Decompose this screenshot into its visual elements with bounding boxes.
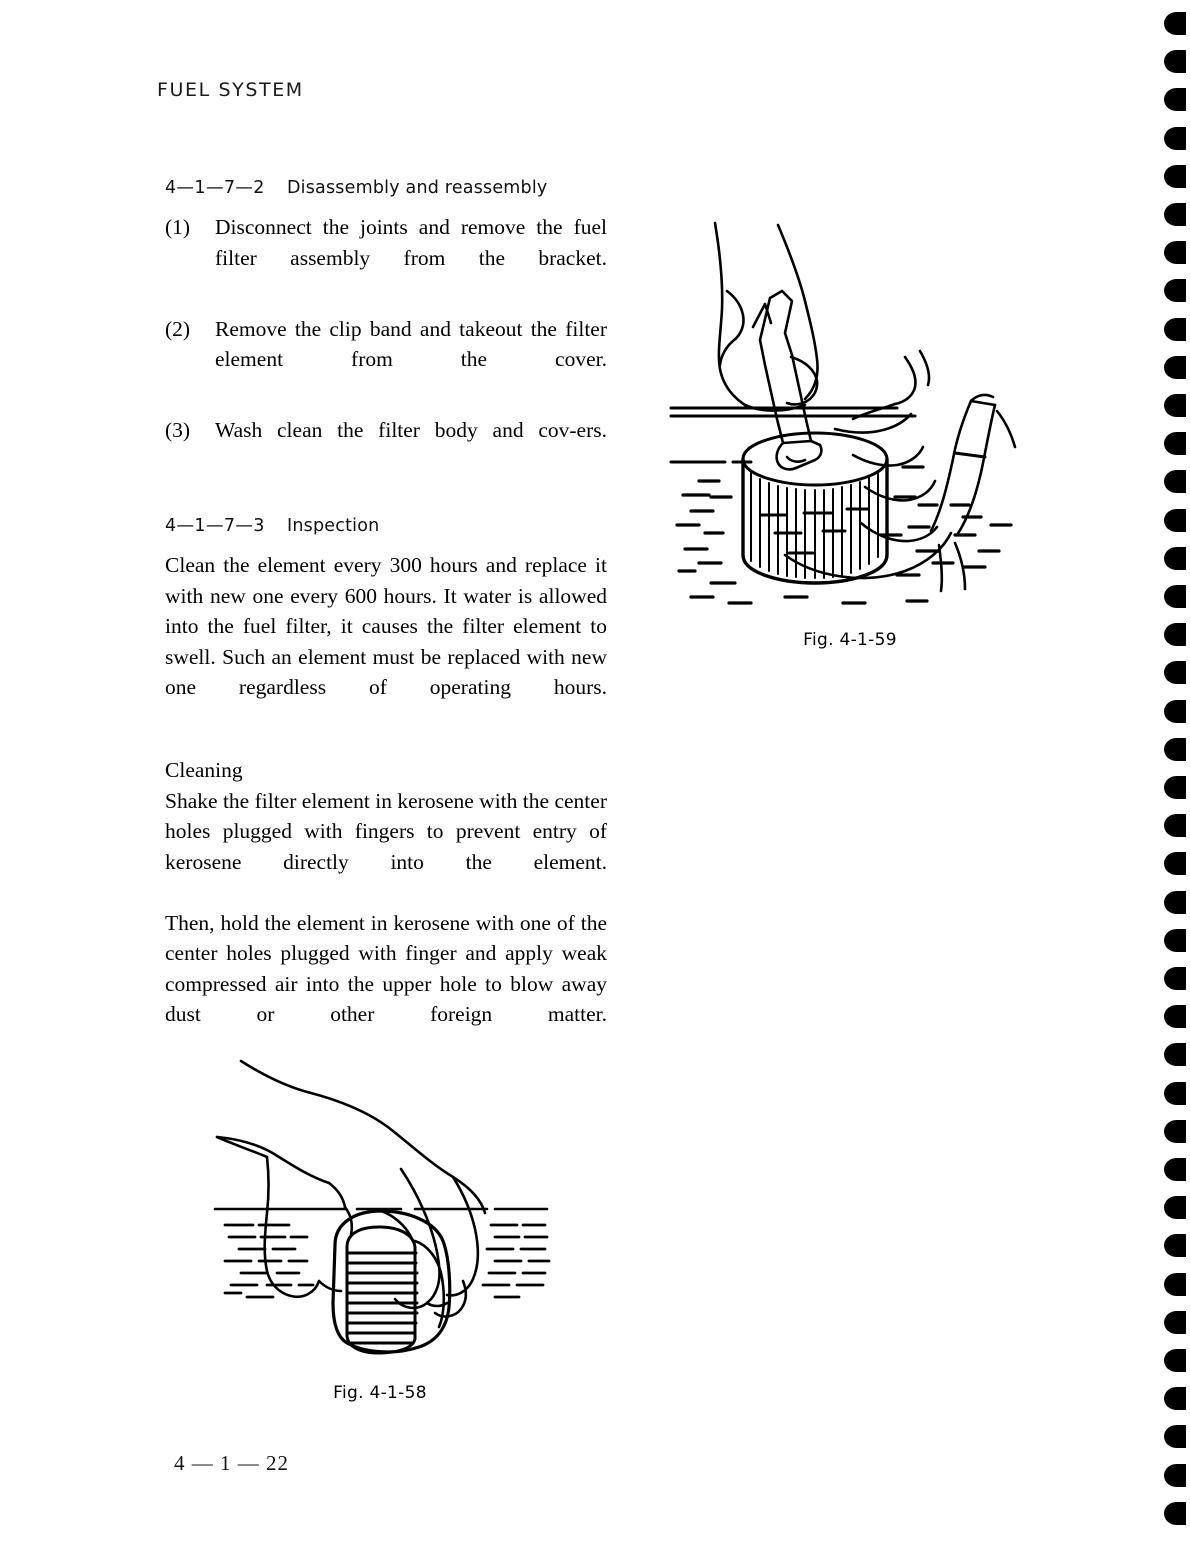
- binding-hole: [1164, 852, 1186, 875]
- binding-hole: [1164, 1425, 1186, 1448]
- binding-hole: [1164, 1120, 1186, 1143]
- binding-hole: [1164, 1311, 1186, 1334]
- list-item: [165, 415, 607, 476]
- inspection-paragraph: Clean the element every 300 hours and replace it with new one every 600 hours. It water is allowed into the fuel filter, it causes the filter element to swell. Such an element must be replaced with new one regardless of operating hours.: [165, 553, 607, 699]
- binding-hole: [1164, 1234, 1186, 1257]
- binding-hole: [1164, 1043, 1186, 1066]
- binding-hole: [1164, 318, 1186, 341]
- binding-hole: [1164, 776, 1186, 799]
- binding-hole: [1164, 1005, 1186, 1028]
- binding-hole: [1164, 470, 1186, 493]
- binding-hole: [1164, 1464, 1186, 1487]
- list-item: [165, 212, 607, 304]
- binding-hole: [1164, 241, 1186, 264]
- figure-4-1-59: [665, 205, 1030, 615]
- list-item: [165, 314, 607, 406]
- binding-hole: [1164, 738, 1186, 761]
- binding-hole: [1164, 356, 1186, 379]
- binding-hole: [1164, 88, 1186, 111]
- binding-hole: [1164, 509, 1186, 532]
- binding-hole: [1164, 967, 1186, 990]
- spacer: [165, 486, 607, 516]
- binding-hole: [1164, 1387, 1186, 1410]
- binding-hole: [1164, 127, 1186, 150]
- binding-hole: [1164, 1082, 1186, 1105]
- binding-hole: [1164, 1273, 1186, 1296]
- section-number: 4—1—7—2: [165, 178, 265, 198]
- running-head: FUEL SYSTEM: [157, 79, 304, 101]
- binding-hole: [1164, 165, 1186, 188]
- list-item-text: Wash clean the filter body and cov-ers.: [215, 418, 607, 442]
- list-marker: (1): [165, 215, 191, 239]
- liquid-hatching: [677, 467, 1011, 603]
- list-marker: (2): [165, 316, 191, 341]
- filter-pleats: [751, 471, 878, 578]
- section-heading-inspection: [165, 516, 607, 536]
- subheading-cleaning: Cleaning: [165, 758, 243, 782]
- section-number: 4—1—7—3: [165, 516, 265, 536]
- list-marker: (3): [165, 418, 191, 442]
- binding-hole: [1164, 1158, 1186, 1181]
- filter-element: [743, 433, 887, 583]
- cleaning-paragraph-1: Shake the filter element in kerosene with the center holes plugged with fingers to prevent entry of kerosene directly into the element.: [165, 788, 607, 874]
- binding-hole: [1164, 279, 1186, 302]
- section-title: Inspection: [287, 516, 380, 536]
- binding-hole: [1164, 585, 1186, 608]
- binding-hole: [1164, 203, 1186, 226]
- page-number: 4 — 1 — 22: [174, 1451, 289, 1475]
- binding-hole: [1164, 50, 1186, 73]
- binding-hole: [1164, 623, 1186, 646]
- section-heading-disassembly: [165, 178, 607, 198]
- binding-hole: [1164, 891, 1186, 914]
- figure-4-1-58: [195, 1035, 555, 1365]
- figure-caption-top: Fig. 4-1-59: [803, 630, 897, 650]
- spacer: [165, 733, 607, 755]
- liquid-hatching: [225, 1225, 549, 1297]
- binding-hole: [1164, 661, 1186, 684]
- binding-hole: [1164, 1349, 1186, 1372]
- list-item-text: Disconnect the joints and remove the fuel filter assembly from the bracket.: [215, 215, 607, 270]
- section-title: Disassembly and reassembly: [287, 178, 548, 198]
- figure-caption-bottom: Fig. 4-1-58: [333, 1383, 427, 1403]
- binding-hole: [1164, 700, 1186, 723]
- binding-hole: [1164, 432, 1186, 455]
- filter-pleats: [347, 1253, 417, 1343]
- binding-hole: [1164, 1196, 1186, 1219]
- binding-hole: [1164, 394, 1186, 417]
- cleaning-paragraph-2: Then, hold the element in kerosene with one of the center holes plugged with finger and apply weak compressed air into the upper hole to blow away dust or other foreign matter.: [165, 910, 607, 1026]
- binding-hole: [1164, 814, 1186, 837]
- binding-hole: [1164, 929, 1186, 952]
- binding-hole-strip: [1148, 0, 1190, 1544]
- binding-hole: [1164, 12, 1186, 35]
- binding-hole: [1164, 547, 1186, 570]
- hand-holding-element: [217, 1061, 485, 1316]
- list-item-text: Remove the clip band and takeout the filter element from the cover.: [215, 316, 607, 371]
- binding-hole: [1164, 1502, 1186, 1525]
- text-column: [165, 178, 607, 1060]
